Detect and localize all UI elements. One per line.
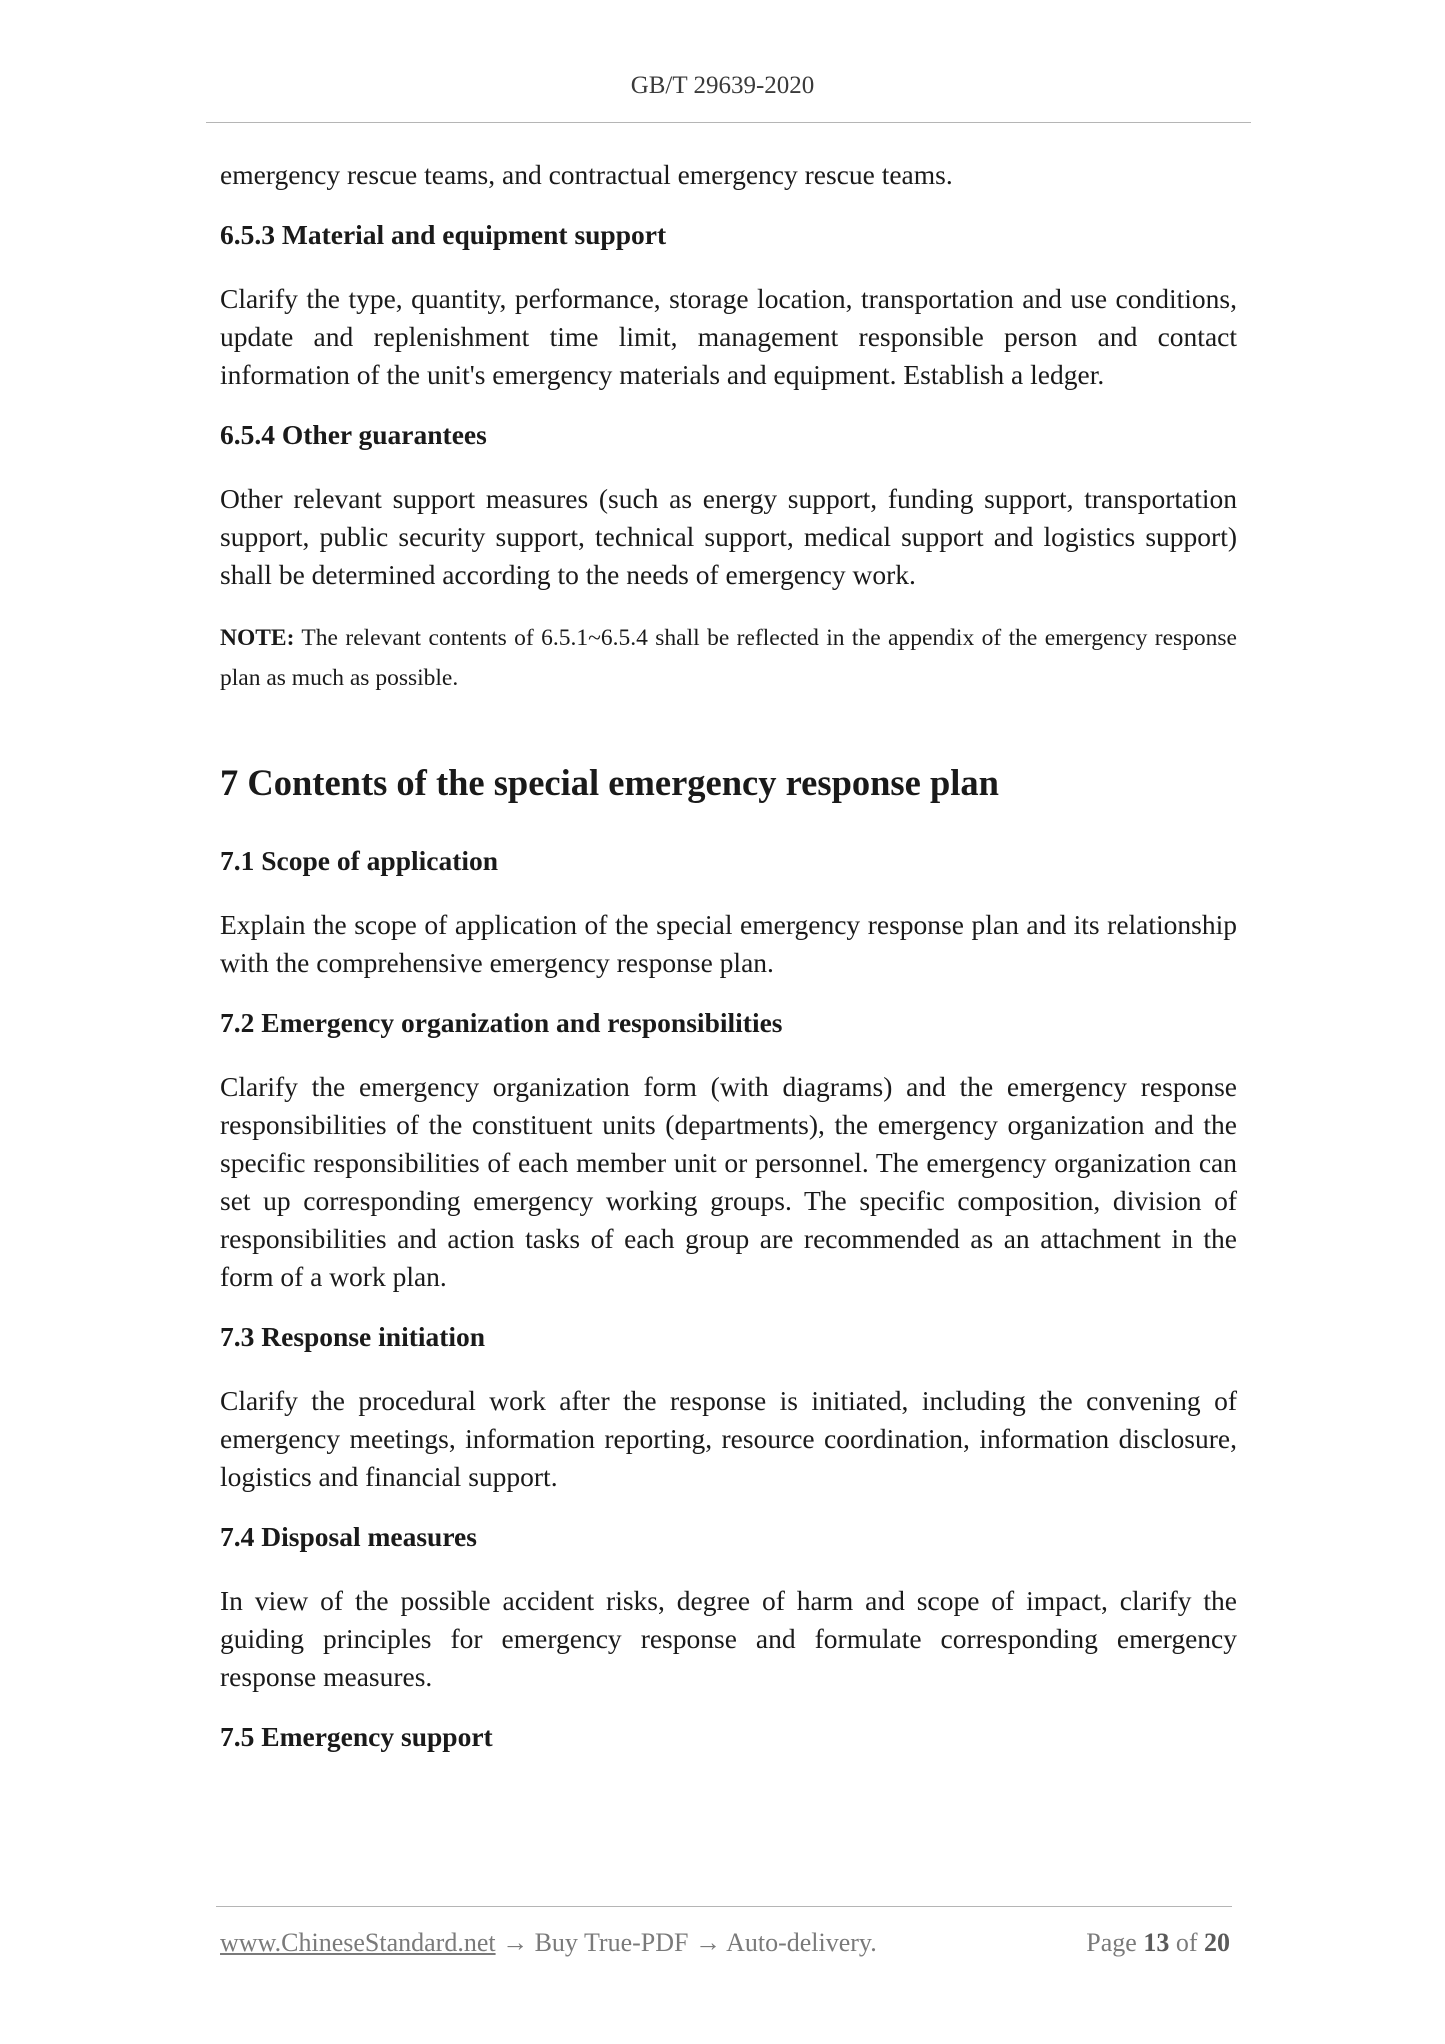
buy-pdf-text: Buy True-PDF: [534, 1928, 689, 1957]
note-label: NOTE:: [220, 625, 295, 651]
page-header: [0, 72, 1445, 100]
continued-paragraph: emergency rescue teams, and contractual emergency rescue teams.: [220, 159, 953, 190]
heading-7-2: 7.2 Emergency organization and responsibilities: [220, 1007, 783, 1038]
of-label: of: [1175, 1928, 1198, 1957]
heading-7-4: 7.4 Disposal measures: [220, 1521, 477, 1552]
arrow-right-icon: →: [495, 1928, 535, 1957]
total-pages: 20: [1204, 1928, 1230, 1957]
footer-divider: [216, 1906, 1232, 1907]
paragraph-7-4: In view of the possible accident risks, degree of harm and scope of impact, clarify the guiding principles for emergency response and formulate corresponding emergency response measures.: [220, 1585, 1237, 1692]
heading-6-5-4: 6.5.4 Other guarantees: [220, 419, 487, 450]
note: [220, 618, 1237, 698]
page-label: Page: [1086, 1928, 1137, 1957]
heading-7-5: 7.5 Emergency support: [220, 1721, 493, 1752]
document-body: [220, 152, 1237, 1782]
paragraph-7-3: Clarify the procedural work after the response is initiated, including the convening of emergency meetings, information reporting, resource coordination, information disclosure, logistics and financial support.: [220, 1385, 1237, 1492]
auto-delivery-text: Auto-delivery.: [726, 1928, 877, 1957]
paragraph-6-5-3: Clarify the type, quantity, performance, storage location, transportation and use conditions, update and replenishment time limit, management responsible person and contact information of the unit's emergency materials and equipment. Establish a ledger.: [220, 283, 1237, 390]
heading-6-5-3: 6.5.3 Material and equipment support: [220, 219, 667, 250]
site-link[interactable]: www.ChineseStandard.net: [220, 1928, 496, 1957]
note-text: The relevant contents of 6.5.1~6.5.4 shall be reflected in the appendix of the emergency response plan as much as possible.: [220, 625, 1237, 691]
heading-7-1: 7.1 Scope of application: [220, 845, 499, 876]
page-number: [1086, 1925, 1230, 1961]
current-page: 13: [1143, 1928, 1170, 1957]
footer-promo: [220, 1925, 877, 1961]
doc-id: GB/T 29639-2020: [630, 72, 815, 99]
header-divider: [206, 122, 1251, 123]
paragraph-7-1: Explain the scope of application of the special emergency response plan and its relationship with the comprehensive emergency response plan.: [220, 909, 1237, 978]
arrow-right-icon: →: [688, 1928, 727, 1957]
heading-7-3: 7.3 Response initiation: [220, 1321, 486, 1352]
paragraph-7-2: Clarify the emergency organization form (with diagrams) and the emergency response responsibilities of the constituent units (departments), the emergency organization and the specific responsibilities of each member unit or personnel. The emergency organization can set up corresponding emergency working groups. The specific composition, division of responsibilities and action tasks of each group are recommended as an attachment in the form of a work plan.: [220, 1071, 1237, 1292]
paragraph-6-5-4: Other relevant support measures (such as energy support, funding support, transportation support, public security support, technical support, medical support and logistics support) shall be determined according to the needs of emergency work.: [220, 483, 1237, 590]
section-heading-7: 7 Contents of the special emergency response plan: [220, 762, 999, 803]
